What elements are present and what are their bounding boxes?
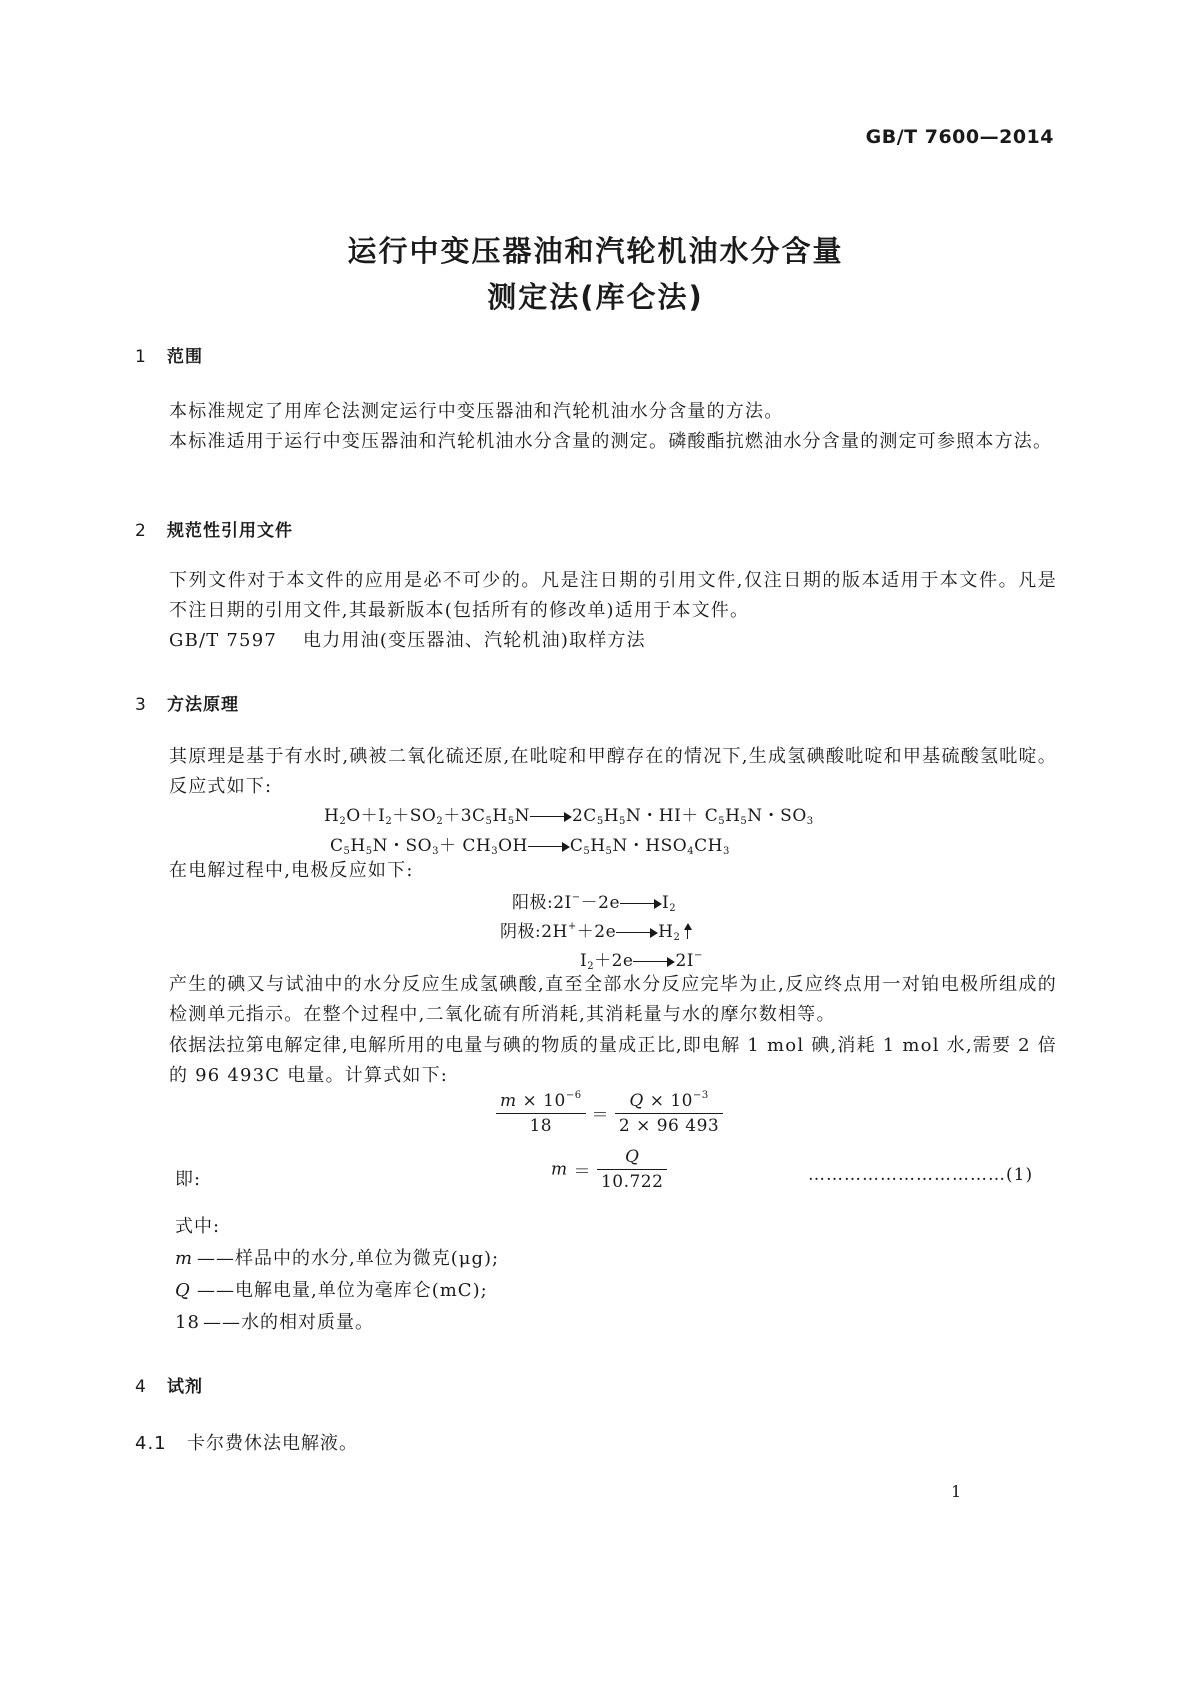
faraday-text: 依据法拉第电解定律,电解所用的电量与碘的物质的量成正比,即电解 1 mol 碘,消耗 1 mol 水,需要 2 倍的 96 493C 电量。计算式如下:: [169, 1035, 1057, 1086]
section-4-title: 试剂: [167, 1377, 203, 1397]
section-3-paragraph-4: [133, 1031, 1057, 1091]
section-3-title: 方法原理: [167, 695, 239, 715]
equation-number: ……………………………(1): [808, 1165, 1034, 1185]
where-q: Q ——电解电量,单位为毫库仑(mC);: [175, 1280, 488, 1301]
section-3-paragraph-3: [133, 970, 1057, 1030]
subsection-4-1-number: 4.1: [135, 1433, 167, 1454]
document-title: [0, 228, 1191, 320]
section-4-number: 4: [135, 1377, 147, 1397]
where-m: m ——样品中的水分,单位为微克(μg);: [175, 1248, 500, 1269]
ratio-equation: $\frac{m \times 10^{-6}}{18}$ ＝ $\frac{Q \times 10^{-3}}{2 \times 96 493}$: [496, 1090, 723, 1136]
up-arrow-icon: [684, 923, 692, 939]
final-fraction: $\frac{Q}{10.722}$: [597, 1147, 667, 1192]
right-arrow-icon: [620, 899, 662, 909]
section-4-heading: [135, 1372, 203, 1397]
subsection-4-1-text: 卡尔费休法电解液。: [187, 1433, 358, 1454]
reaction-equation-2: $C_5H_5N$・$SO_3+ CH_3OH$ $C_5H_5N$・$HSO_4CH_3$: [330, 836, 730, 857]
endpoint-text: 产生的碘又与试油中的水分反应生成氢碘酸,直至全部水分反应完毕为止,反应终点用一对铂电极所组成的检测单元指示。在整个过程中,二氧化硫有所消耗,其消耗量与水的摩尔数相等。: [169, 974, 1057, 1025]
iodine-reduction: $I_2+2e$ 2I−: [580, 950, 703, 972]
reaction-equation-1: $H_2O+I_2+SO_2+3C_5H_5N$ $2C_5H_5N$・$HI+ C_5H_5N$・$SO_3$: [324, 806, 814, 827]
final-equation: m ＝ $\frac{Q}{10.722}$: [551, 1147, 667, 1192]
section-1-paragraph-2: 本标准适用于运行中变压器油和汽轮机油水分含量的测定。磷酸酯抗燃油水分含量的测定可参照本方法。: [169, 431, 1053, 452]
section-2-title: 规范性引用文件: [167, 521, 293, 541]
electrode-intro: 在电解过程中,电极反应如下:: [169, 860, 414, 881]
equation-intro: 即:: [175, 1169, 202, 1190]
section-1-paragraph-1: 本标准规定了用库仑法测定运行中变压器油和汽轮机油水分含量的方法。: [169, 401, 784, 422]
section-2-paragraph-1: 下列文件对于本文件的应用是必不可少的。凡是注日期的引用文件,仅注日期的版本适用于本文件。凡是不注日期的引用文件,其最新版本(包括所有的修改单)适用于本文件。: [169, 570, 1057, 621]
section-3-paragraph-2: [133, 856, 1057, 886]
anode-label: 阳极:: [512, 893, 554, 913]
right-arrow-icon: [616, 928, 658, 938]
right-arrow-icon: [633, 957, 675, 967]
section-3-heading: [135, 690, 239, 715]
title-line-2: 测定法(库仑法): [487, 280, 704, 314]
principle-text: 其原理是基于有水时,碘被二氧化硫还原,在吡啶和甲醇存在的情况下,生成氢碘酸吡啶和甲基硫酸氢吡啶。反应式如下:: [169, 746, 1057, 797]
section-2-body: [133, 566, 1057, 656]
section-1-heading: [135, 342, 203, 367]
section-3-number: 3: [135, 695, 147, 715]
cathode-reaction: 阴极:2H+＋2e $H_2$: [500, 917, 692, 943]
anode-reaction: 阳极:2I−－2e $I_2$: [512, 892, 677, 914]
right-arrow-icon: [530, 812, 572, 822]
section-2-number: 2: [135, 521, 147, 541]
standard-number: GB/T 7600—2014: [865, 126, 1054, 148]
right-arrow-icon: [528, 842, 570, 852]
normative-reference: [133, 626, 1057, 656]
where-label: 式中:: [175, 1216, 221, 1237]
where-18: 18 ——水的相对质量。: [175, 1312, 374, 1333]
page-number: 1: [951, 1482, 962, 1501]
reference-code: GB/T 7597: [169, 630, 278, 651]
cathode-label: 阴极:: [500, 922, 542, 942]
section-1-body: [133, 397, 1057, 457]
section-3-paragraph-1: [133, 742, 1057, 802]
title-line-1: 运行中变压器油和汽轮机油水分含量: [347, 234, 844, 268]
section-2-heading: [135, 516, 293, 541]
section-1-number: 1: [135, 347, 147, 367]
section-1-title: 范围: [167, 347, 203, 367]
ratio-left-fraction: $\frac{m \times 10^{-6}}{18}$: [496, 1090, 586, 1136]
ratio-right-fraction: $\frac{Q \times 10^{-3}}{2 \times 96 493}$: [615, 1090, 723, 1136]
subsection-4-1: [135, 1429, 358, 1455]
reference-title: 电力用油(变压器油、汽轮机油)取样方法: [303, 630, 646, 651]
